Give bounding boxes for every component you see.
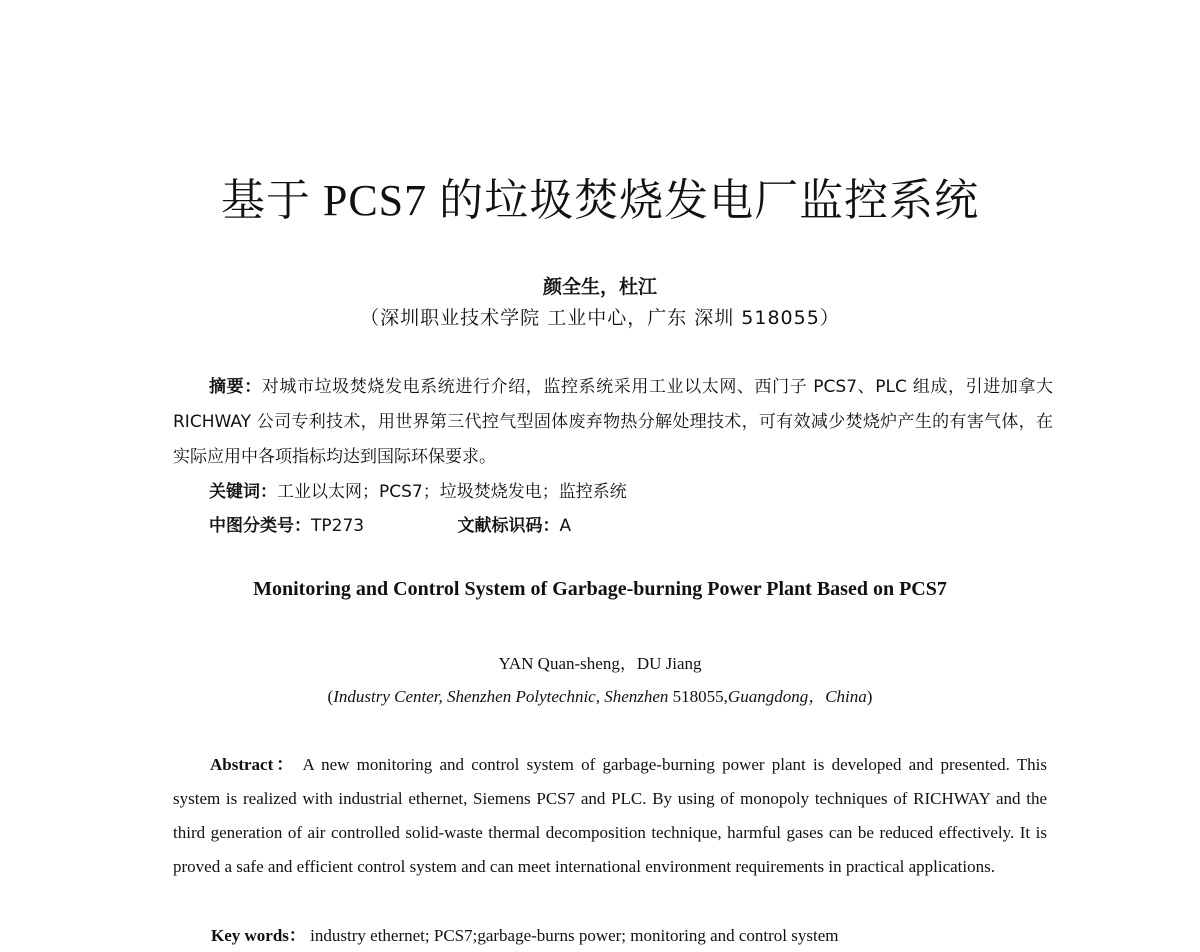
english-affiliation-italic: Industry Center, Shenzhen Polytechnic, Shenzhen — [333, 687, 669, 706]
english-keywords-text: industry ethernet; PCS7;garbage-burns power; monitoring and control system — [310, 926, 839, 945]
classification-value: TP273 — [311, 516, 365, 536]
english-keywords-label: Key words： — [211, 926, 306, 945]
classification-line — [209, 511, 571, 536]
english-affiliation-tail: Guangdong，China — [727, 687, 867, 706]
chinese-keywords-text: 工业以太网；PCS7；垃圾焚烧发电；监控系统 — [277, 482, 627, 502]
chinese-abstract-label: 摘要： — [209, 377, 262, 397]
chinese-affiliation: （深圳职业技术学院 工业中心，广东 深圳 518055） — [360, 307, 840, 329]
english-abstract — [173, 748, 1047, 884]
english-abstract-text: A new monitoring and control system of garbage-burning power plant is developed and presented. This system is realized with industrial ethernet, Siemens PCS7 and PLC. By using of monopoly techniques of RICHWAY and the third generation of air controlled solid-waste thermal decomposition technique, harmful gases can be reduced effectively. It is proved a safe and efficient control system and can meet international environment requirements in practical applications. — [173, 755, 1048, 876]
english-affiliation-code: 518055, — [668, 687, 728, 706]
english-affiliation-open: ( — [327, 687, 334, 706]
document-code-label: 文献标识码： — [457, 516, 560, 536]
english-affiliation-close: ) — [866, 687, 873, 706]
document-code-value: A — [559, 516, 572, 536]
chinese-keywords — [209, 477, 627, 502]
chinese-title: 基于 PCS7 的垃圾焚烧发电厂监控系统 — [220, 176, 980, 225]
english-abstract-label: Abstract： — [210, 755, 297, 774]
english-authors: YAN Quan-sheng，DU Jiang — [498, 654, 702, 673]
english-title: Monitoring and Control System of Garbage-burning Power Plant Based on PCS7 — [253, 578, 947, 600]
classification-label: 中图分类号： — [209, 516, 311, 536]
chinese-authors: 颜全生，杜江 — [542, 276, 657, 298]
chinese-abstract — [173, 370, 1053, 475]
chinese-abstract-text: 对城市垃圾焚烧发电系统进行介绍，监控系统采用工业以太网、西门子 PCS7、PLC 组成，引进加拿大 RICHWAY 公司专利技术，用世界第三代控气型固体废弃物热分解处理技术，可有效减少焚烧炉产生的有害气体，在实际应用中各项指标均达到国际环保要求。 — [173, 377, 1053, 467]
chinese-keywords-label: 关键词： — [209, 482, 277, 502]
document-code — [458, 511, 572, 536]
english-affiliation — [0, 682, 1200, 707]
english-keywords — [211, 921, 839, 946]
